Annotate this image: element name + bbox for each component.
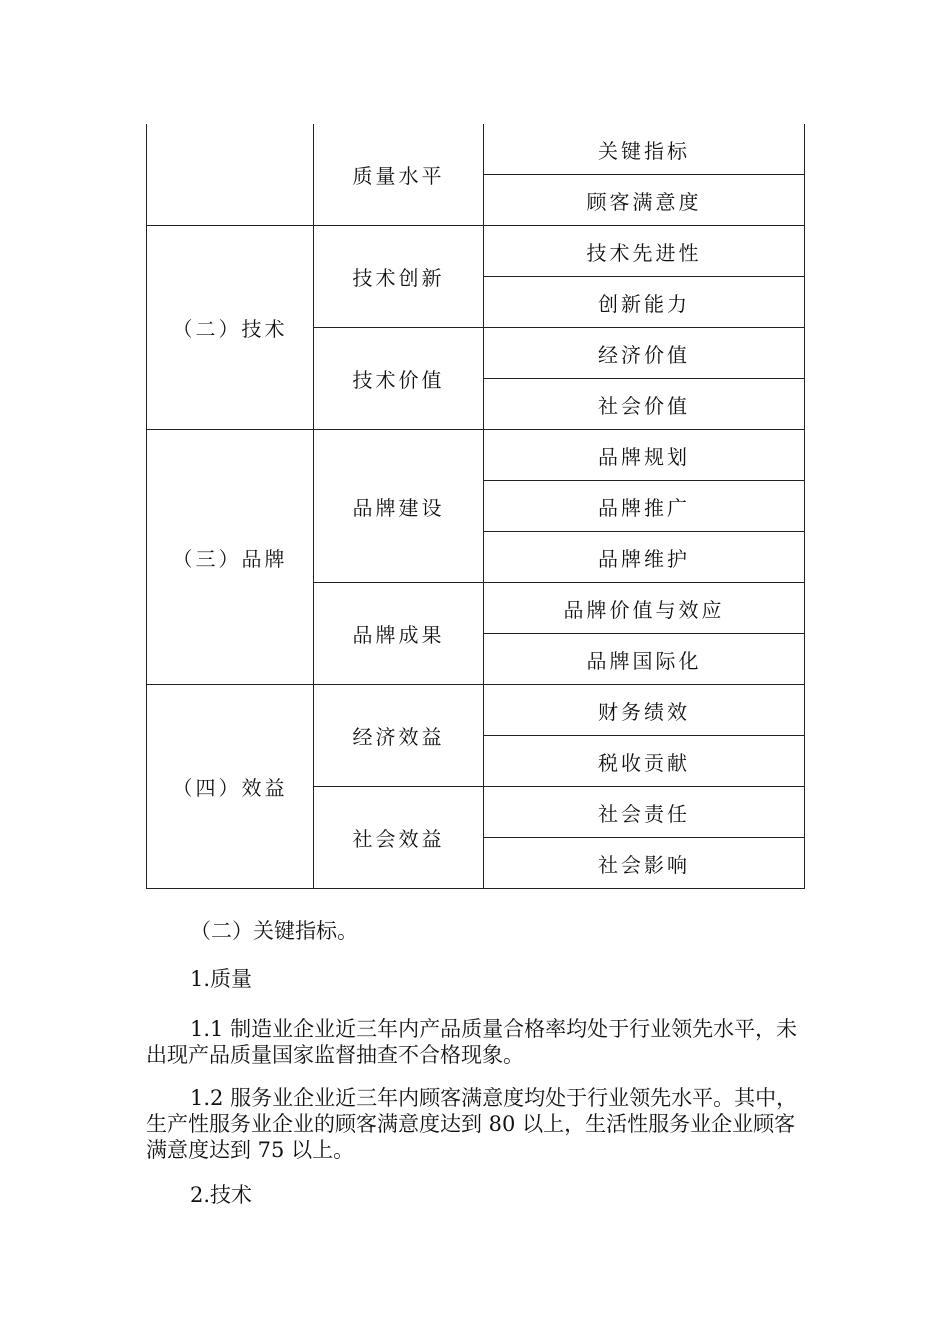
subsection-heading: 2.技术 bbox=[190, 1183, 253, 1207]
subcategory-cell: 社会效益 bbox=[314, 787, 484, 889]
indicator-cell: 品牌推广 bbox=[484, 481, 805, 532]
subcategory-cell: 质量水平 bbox=[314, 124, 484, 226]
indicator-cell: 品牌维护 bbox=[484, 532, 805, 583]
indicator-cell: 创新能力 bbox=[484, 277, 805, 328]
indicator-cell: 社会责任 bbox=[484, 787, 805, 838]
indicator-cell: 技术先进性 bbox=[484, 226, 805, 277]
indicator-cell: 社会影响 bbox=[484, 838, 805, 889]
indicator-cell: 顾客满意度 bbox=[484, 175, 805, 226]
category-cell: （二）技术 bbox=[147, 226, 314, 430]
subcategory-cell: 技术创新 bbox=[314, 226, 484, 328]
subcategory-cell: 经济效益 bbox=[314, 685, 484, 787]
indicator-cell: 财务绩效 bbox=[484, 685, 805, 736]
category-cell: （四）效益 bbox=[147, 685, 314, 889]
subcategory-cell: 品牌成果 bbox=[314, 583, 484, 685]
category-cell bbox=[147, 124, 314, 226]
paragraph: 1.1 制造业企业近三年内产品质量合格率均处于行业领先水平，未出现产品质量国家监督抽查不合格现象。 bbox=[146, 1017, 798, 1067]
indicator-cell: 社会价值 bbox=[484, 379, 805, 430]
subsection-heading: 1.质量 bbox=[190, 967, 253, 991]
paragraph: 1.2 服务业企业近三年内顾客满意度均处于行业领先水平。其中，生产性服务业企业的顾客满意度达到 80 以上，生活性服务业企业顾客满意度达到 75 以上。 bbox=[146, 1086, 798, 1162]
indicator-cell: 品牌国际化 bbox=[484, 634, 805, 685]
indicator-cell: 税收贡献 bbox=[484, 736, 805, 787]
indicator-cell: 经济价值 bbox=[484, 328, 805, 379]
category-cell: （三）品牌 bbox=[147, 430, 314, 685]
subcategory-cell: 品牌建设 bbox=[314, 430, 484, 583]
subcategory-cell: 技术价值 bbox=[314, 328, 484, 430]
indicator-cell: 关键指标 bbox=[484, 124, 805, 175]
section-heading: （二）关键指标。 bbox=[190, 919, 358, 943]
indicator-cell: 品牌规划 bbox=[484, 430, 805, 481]
indicator-cell: 品牌价值与效应 bbox=[484, 583, 805, 634]
index-table bbox=[146, 124, 805, 889]
